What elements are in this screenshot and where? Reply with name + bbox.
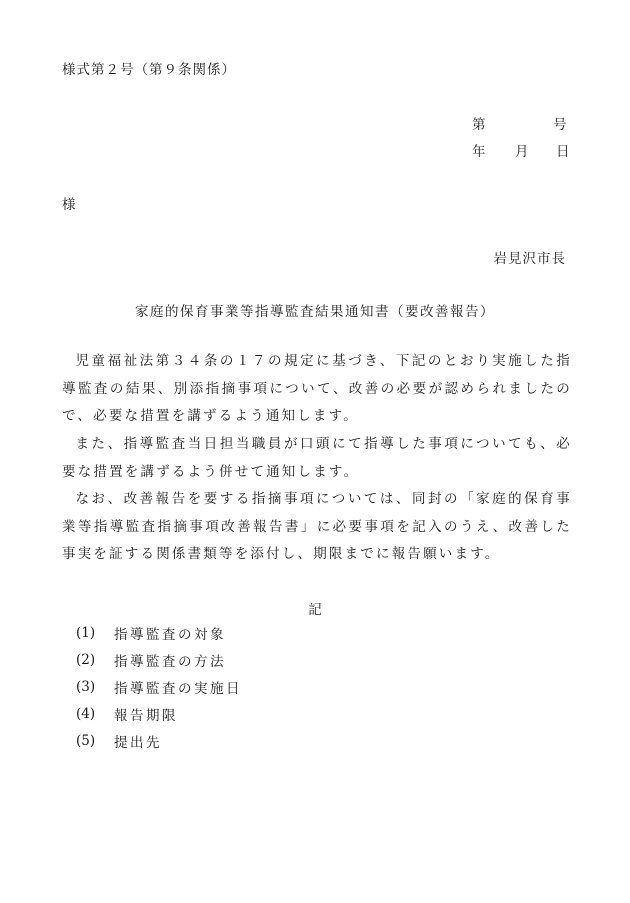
list-item (76, 623, 226, 643)
ki-heading: 記 (308, 602, 322, 618)
document-number-suffix: 号 (553, 117, 567, 133)
list-item (76, 677, 242, 697)
date-year-label: 年 (472, 144, 486, 160)
list-item-number: (5) (76, 733, 96, 749)
list-item-text: 指導監査の実施日 (114, 681, 242, 697)
list-item-text: 報告期限 (114, 708, 178, 724)
document-title: 家庭的保育事業等指導監査結果通知書（要改善報告） (135, 304, 495, 320)
list-item-number: (1) (76, 625, 96, 641)
body-paragraph: また、指導監査当日担当職員が口頭にて指導した事項についても、必要な措置を講ずるよう併せて通知します。 (62, 436, 572, 480)
body-paragraph: なお、改善報告を要する指摘事項については、同封の「家庭的保育事業等指導監査指摘事項改善報告書」に必要事項を記入のうえ、改善した事実を証する関係書類等を添付し、期限までに報告願います。 (62, 491, 572, 562)
date-month-label: 月 (515, 144, 529, 160)
list-item-number: (2) (76, 652, 96, 668)
document-number-label: 第 (472, 117, 486, 133)
list-item-text: 提出先 (114, 735, 162, 751)
list-item (76, 650, 226, 670)
list-item-text: 指導監査の対象 (114, 627, 226, 643)
list-item-text: 指導監査の方法 (114, 654, 226, 670)
list-item-number: (4) (76, 706, 96, 722)
list-item (76, 731, 162, 751)
date-day-label: 日 (556, 144, 570, 160)
body-paragraph: 児童福祉法第３４条の１７の規定に基づき、下記のとおり実施した指導監査の結果、別添指摘事項について、改善の必要が認められましたので、必要な措置を講ずるよう通知します。 (62, 353, 572, 424)
sender: 岩見沢市長 (493, 251, 566, 267)
list-item (76, 704, 178, 724)
form-number: 様式第２号（第９条関係） (62, 62, 236, 78)
addressee: 様 (62, 197, 76, 213)
list-item-number: (3) (76, 679, 96, 695)
